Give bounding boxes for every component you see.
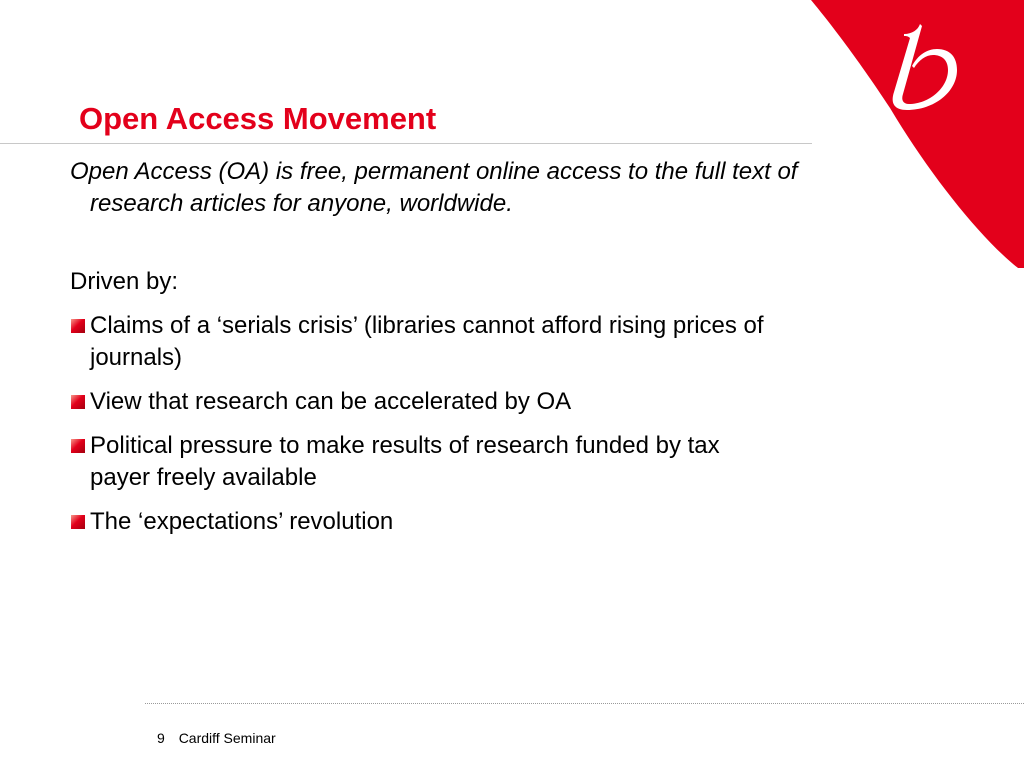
bullet-text: Claims of a ‘serials crisis’ (libraries cannot afford rising prices of journals)	[90, 312, 764, 371]
red-square-bullet-icon	[71, 439, 85, 453]
oa-definition: Open Access (OA) is free, permanent online access to the full text of research articles for anyone, worldwide.	[70, 158, 798, 217]
red-square-bullet-icon	[71, 515, 85, 529]
red-triangle-b-logo-icon	[808, 0, 1024, 270]
red-square-bullet-icon	[71, 395, 85, 409]
list-item	[70, 506, 780, 538]
footer-divider	[145, 703, 1024, 704]
slide-title: Open Access Movement	[79, 101, 437, 136]
bullet-text: The ‘expectations’ revolution	[90, 508, 394, 535]
driven-by-heading: Driven by:	[70, 268, 179, 295]
list-item	[70, 386, 780, 418]
footer	[157, 729, 276, 747]
list-item	[70, 430, 780, 494]
red-square-bullet-icon	[71, 319, 85, 333]
bullet-text: Political pressure to make results of research funded by tax payer freely available	[90, 432, 720, 491]
title-divider	[0, 143, 812, 144]
bullet-text: View that research can be accelerated by OA	[90, 388, 572, 415]
page-number: 9	[157, 730, 165, 746]
list-item	[70, 310, 780, 374]
event-name: Cardiff Seminar	[178, 730, 276, 746]
driver-list	[70, 310, 780, 550]
